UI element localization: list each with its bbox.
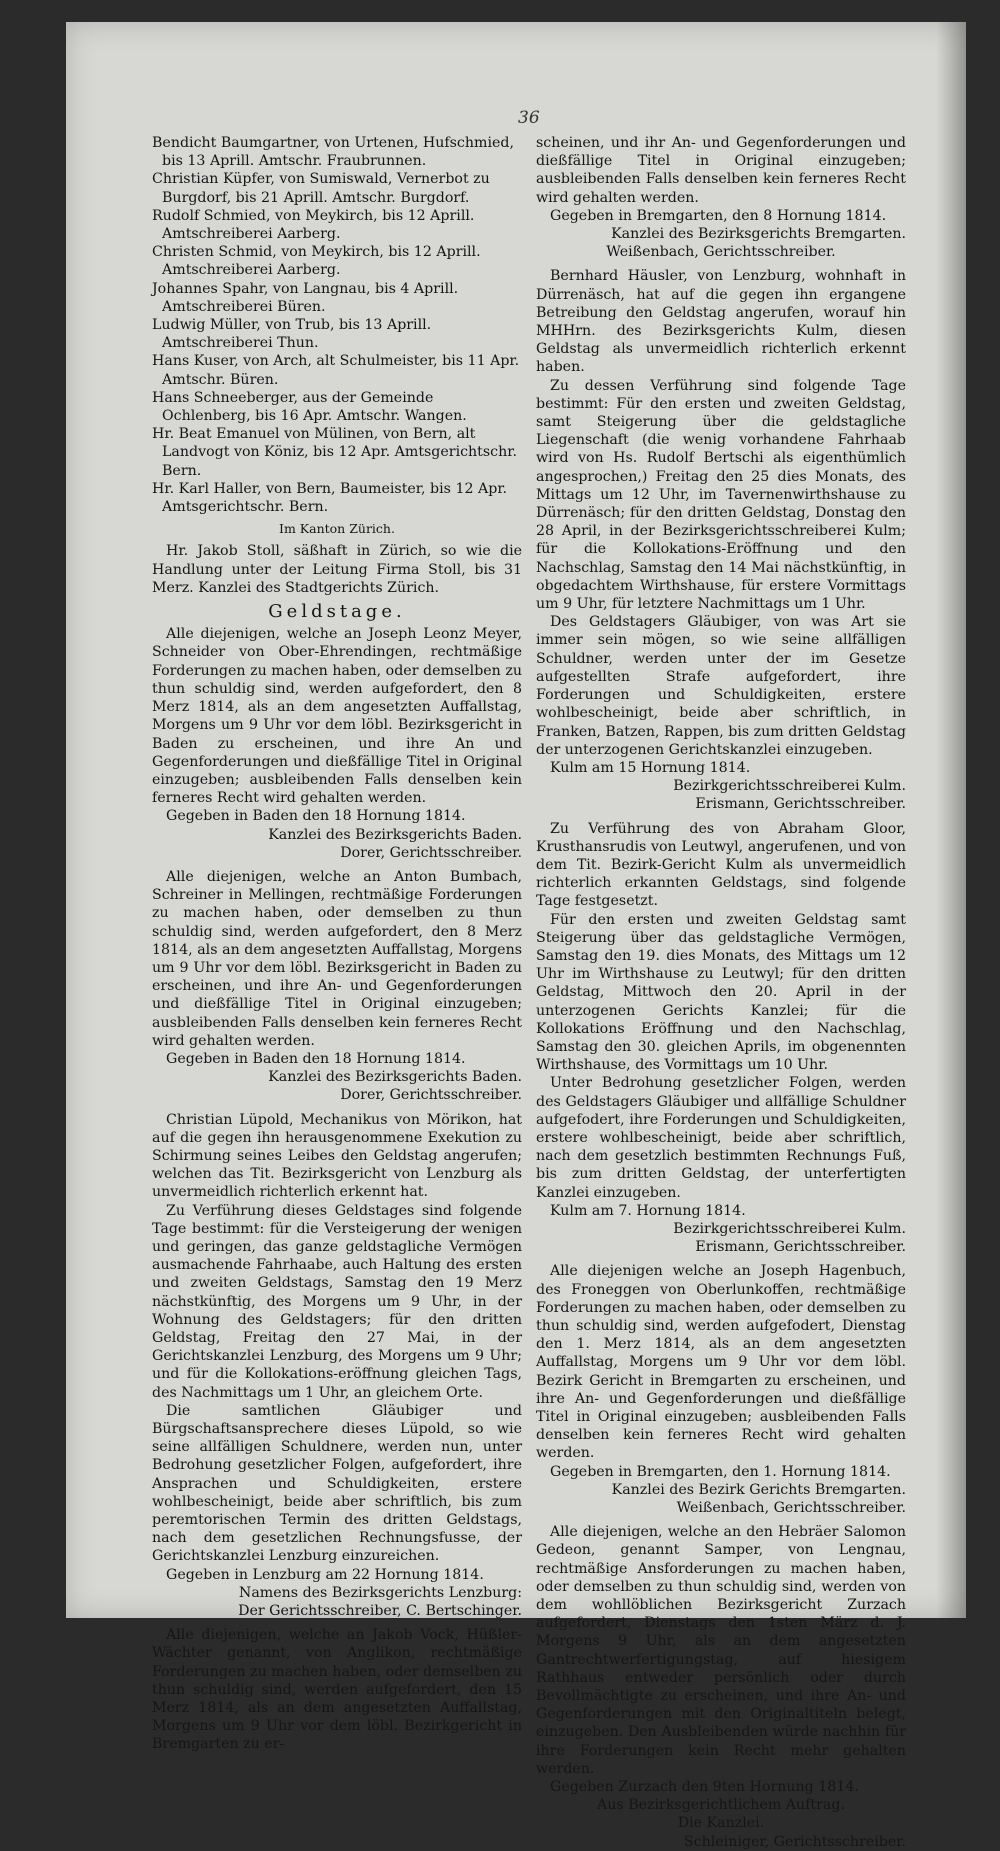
notice-text: Christian Lüpold, Mechanikus von Mörikon, hat auf die gegen ihn herausgenommene Exekution zu Schirmung seines Leibes den Geldstag angerufen; welchen das Tit. Bezirksgericht von Lenzburg als unvermeidlich richterlich erkennt hat. <box>152 1111 522 1201</box>
notice-signature: Die Kanzlei. <box>677 1815 765 1832</box>
notice-signature: Weißenbach, Gerichtsschreiber. <box>676 1500 906 1517</box>
notice-text: Für den ersten und zweiten Geldstag samt Steigerung über das geldstagliche Vermögen, Samstag den 19. dies Monats, des Mittags um 12 Uhr im Wirthshause zu Leutwyl; für den dritten Geldstag, Mittwoch den 20. April in der unterzogenen Gerichts Kanzlei; für die Kollokations Eröffnung und den Nachschlag, Samstag den 30. gleichen Aprils, im obgenennten Wirthshause, des Vormittags um 10 Uhr. <box>536 911 906 1074</box>
list-item: Bendicht Baumgartner, von Urtenen, Hufschmied, bis 13 Aprill. Amtschr. Fraubrunnen. <box>152 135 514 170</box>
notice-date: Gegeben in Bremgarten, den 8 Hornung 1814. <box>550 207 887 224</box>
notice-signature: Kanzlei des Bezirksgerichts Bremgarten. <box>611 226 906 243</box>
notice-date: Gegeben in Baden den 18 Hornung 1814. <box>166 808 466 825</box>
section-heading: Geldstage. <box>268 601 406 623</box>
newspaper-page <box>66 22 966 1850</box>
notice-signature: Der Gerichtsschreiber, C. Bertschinger. <box>238 1603 522 1620</box>
notice-text: Alle diejenigen, welche an Joseph Leonz Meyer, Schneider von Ober-Ehrendingen, rechtmäßige Forderungen zu machen haben, oder demselben zu thun schuldig sind, werden aufgefordert, den 8 Merz 1814, als an dem angesetzten Auffallstag, Morgens um 9 Uhr vor dem löbl. Bezirksgericht in Baden zu erscheinen, und ihre An und Gegenforderungen und dießfällige Titel in Original einzugeben; ausbleibenden Falls denselben kein ferneres Recht wird gehalten werden. <box>152 626 522 807</box>
notice-signature: Erismann, Gerichtsschreiber. <box>695 1239 906 1256</box>
list-item: Hr. Karl Haller, von Bern, Baumeister, bis 12 Apr. Amtsgerichtschr. Bern. <box>152 480 508 516</box>
notice-signature: Bezirkgerichtsschreiberei Kulm. <box>673 1220 906 1237</box>
notice-date: Gegeben in Lenzburg am 22 Hornung 1814. <box>166 1566 484 1583</box>
list-item: Christian Küpfer, von Sumiswald, Vernerbot zu Burgdorf, bis 21 Aprill. Amtschr. Burgdorf. <box>152 171 490 206</box>
notice-text: Zu Verführung dieses Geldstages sind folgende Tage bestimmt: für die Versteigerung der wenigen und geringen, das ganze geldstagliche Vermögen ausmachende Fahrhaabe, auch Haltung des ersten und zweiten Geldstags, Samstag den 19 Merz nächstkünftig, des Morgens um 9 Uhr, in der Wohnung des Geldstagers; für den dritten Geldstag, Freitag den 27 Mai, in der Gerichtskanzlei Lenzburg, des Morgens um 9 Uhr; und für die Kollokations-eröffnung gleichen Tags, des Nachmittags um 1 Uhr, an gleichem Orte. <box>152 1202 522 1401</box>
list-item: Hans Kuser, von Arch, alt Schulmeister, bis 11 Apr. Amtschr. Büren. <box>152 353 520 388</box>
notice-signature: Bezirkgerichtsschreiberei Kulm. <box>673 778 906 795</box>
list-item: Johannes Spahr, von Langnau, bis 4 Aprill. Amtschreiberei Büren. <box>152 280 459 315</box>
notice-text: Zu dessen Verführung sind folgende Tage bestimmt: Für den ersten und zweiten Geldstag, samt Steigerung über die geldstagliche Liegenschaft (die wenig vorhandene Fahrhaab wird von Hs. Rudolf Bertschi als eigenthümlich angesprochen,) Freitag den 25 dies Monats, des Mittags um 12 Uhr, im Tavernenwirthshause zu Dürrenäsch; für den dritten Geldstag, Donstag den 28 April, in der Bezirksgerichtsschreiberei Kulm; für die Kollokations-Eröffnung und den Nachschlag, Samstag den 14 Mai nächstkünftig, in obgedachtem Wirthshause, für erstere Vormittags um 9 Uhr, für letztere Nachmittags um 1 Uhr. <box>536 377 906 613</box>
notice-date: Gegeben in Baden den 18 Hornung 1814. <box>166 1050 466 1067</box>
notice-signature: Kanzlei des Bezirk Gerichts Bremgarten. <box>611 1481 906 1498</box>
notice-text: Alle diejenigen welche an Joseph Hagenbuch, des Froneggen von Oberlunkoffen, rechtmäßige Forderungen zu machen haben, oder demselben zu thun schuldig sind, werden aufgefodert, Dienstag den 1. Merz 1814, als an dem angesetzten Auffallstag, Morgens um 9 Uhr vor dem löbl. Bezirk Gericht in Bremgarten zu erscheinen, und ihre An- und Gegenforderungen und dießfällige Titel in Original einzugeben; ausbleibenden Falls denselben kein ferneres Recht wird gehalten werden. <box>536 1263 906 1462</box>
page-edge-shadow <box>936 22 966 1618</box>
list-item: Christen Schmid, von Meykirch, bis 12 Aprill. Amtschreiberei Aarberg. <box>152 244 481 279</box>
left-column <box>152 134 522 1754</box>
notice-text: Des Geldstagers Gläubiger, von was Art sie immer sein mögen, so wie seine allfälligen Schuldner, werden unter der im Gesetze aufgestellten Strafe aufgefordert, ihre Forderungen und Schuldigkeiten, erstere wohlbescheinigt, beide aber schriftlich, in Franken, Batzen, Rappen, bis zum dritten Geldstag der unterzogenen Gerichtskanzlei einzugeben. <box>536 614 906 758</box>
notice-signature: Dorer, Gerichtsschreiber. <box>340 1087 522 1104</box>
notice-signature: Weißenbach, Gerichtsschreiber. <box>606 244 836 261</box>
notice-signature: Schleiniger, Gerichtsschreiber. <box>683 1833 906 1850</box>
notice-date: Kulm am 15 Hornung 1814. <box>550 759 751 776</box>
page-number: 36 <box>518 108 540 128</box>
list-item: Rudolf Schmied, von Meykirch, bis 12 Aprill. Amtschreiberei Aarberg. <box>152 207 475 243</box>
notice-signature: Kanzlei des Bezirksgerichts Baden. <box>268 826 522 843</box>
right-column <box>536 134 906 1851</box>
notice-date: Gegeben in Bremgarten, den 1. Hornung 1814. <box>550 1463 891 1480</box>
list-item: Hr. Beat Emanuel von Mülinen, von Bern, alt Landvogt von Köniz, bis 12 Apr. Amtsgerichtschr. Bern. <box>152 426 517 479</box>
list-item: Hans Schneeberger, aus der Gemeinde Ochlenberg, bis 16 Apr. Amtschr. Wangen. <box>152 389 467 425</box>
notice-text: Alle diejenigen, welche an den Hebräer Salomon Gedeon, genannt Samper, von Lengnau, rechtmäßige Ansforderungen zu machen haben, oder demselben zu thun schuldig sind, werden von dem wohllöblichen Bezirksgericht Zurzach aufgefordert, Dienstags den 1sten März d. J. Morgens 9 Uhr, als an dem angesetzten Gantrechtwerfertigungstag, auf hiesigem Rathhaus entweder persönlich oder durch Bevollmächtigte zu erscheinen, und ihre An- und Gegenforderungen mit den Originaltiteln belegt, einzugeben. Den Ausbleibenden würde nachhin für ihre Forderungen kein Recht mehr gehalten werden. <box>536 1524 906 1777</box>
notice-text: Alle diejenigen, welche an Jakob Vock, Hüßler-Wächter genannt, von Anglikon, rechtmäßige Forderungen zu machen haben, oder demselben zu thun schuldig sind, werden aufgefordert, den 15 Merz 1814, als an dem angesetzten Auffallstag, Morgens um 9 Uhr vor dem löbl. Bezirkgericht in Bremgarten zu er- <box>152 1627 522 1753</box>
zurich-entry: Hr. Jakob Stoll, säßhaft in Zürich, so wie die Handlung unter der Leitung Firma Stoll, bis 31 Merz. Kanzlei des Stadtgerichts Zürich. <box>152 543 522 596</box>
notice-date: Gegeben Zurzach den 9ten Hornung 1814. <box>550 1779 859 1796</box>
notice-text: Zu Verführung des von Abraham Gloor, Krusthansrudis von Leutwyl, angerufenen, und von dem Tit. Bezirk-Gericht Kulm als unvermeidlich richterlich erkannten Geldstags, sind folgende Tage festgesetzt. <box>536 820 906 910</box>
notice-text: Die samtlichen Gläubiger und Bürgschaftsansprechere dieses Lüpold, so wie seine allfälligen Schuldnere, werden nun, unter Bedrohung gesetzlicher Folgen, aufgefordert, ihre Ansprachen und Schuldigkeiten, erstere wohlbescheinigt, beide aber schriftlich, bis zum peremtorischen Termin des dritten Geldstags, nach dem gesetzlichen Rechnungsfusse, der Gerichtskanzlei Lenzburg einzureichen. <box>152 1402 522 1565</box>
list-item: Ludwig Müller, von Trub, bis 13 Aprill. Amtschreiberei Thun. <box>152 317 432 352</box>
notice-date: Kulm am 7. Hornung 1814. <box>550 1202 746 1219</box>
notice-text: Unter Bedrohung gesetzlicher Folgen, werden des Geldstagers Gläubiger und allfällige Schuldner aufgefodert, ihre Forderungen und Schuldigkeiten, erstere wohlbescheinigt, beide aber schriftlich, nach dem gesetzlich bestimmten Rechnungs Fuß, bis zum dritten Geldstag, der unterfertigten Kanzlei einzugeben. <box>536 1075 906 1201</box>
notice-signature: Kanzlei des Bezirksgerichts Baden. <box>268 1069 522 1086</box>
notice-signature: Dorer, Gerichtsschreiber. <box>340 844 522 861</box>
notice-text: Bernhard Häusler, von Lenzburg, wohnhaft in Dürrenäsch, hat auf die gegen ihn ergangene Betreibung den Geldstag angerufen, worauf hin MHHrn. des Bezirksgerichts Kulm, diesen Geldstag als unvermeidlich richterlich erkennt haben. <box>536 268 906 376</box>
notice-text: scheinen, und ihr An- und Gegenforderungen und dießfällige Titel in Original einzugeben; ausbleibenden Falls denselben kein ferneres Recht wird gehalten werden. <box>536 135 906 206</box>
kanton-subheading: Im Kanton Zürich. <box>279 521 395 537</box>
notice-signature: Namens des Bezirksgerichts Lenzburg: <box>238 1584 522 1601</box>
notice-text: Alle diejenigen, welche an Anton Bumbach, Schreiner in Mellingen, rechtmäßige Forderungen zu machen haben, oder demselben zu thun schuldig sind, werden aufgefordert, den 8 Merz 1814, als an dem angesetzten Auffallstag, Morgens um 9 Uhr vor dem löbl. Bezirksgericht in Baden zu erscheinen, und ihre An- und Gegenforderungen und dießfällige Titel in Original einzugeben; ausbleibenden Falls denselben kein ferneres Recht wird gehalten werden. <box>152 868 522 1049</box>
notice-signature: Erismann, Gerichtsschreiber. <box>695 796 906 813</box>
notice-signature: Aus Bezirksgerichtlichem Auftrag. <box>597 1797 845 1814</box>
